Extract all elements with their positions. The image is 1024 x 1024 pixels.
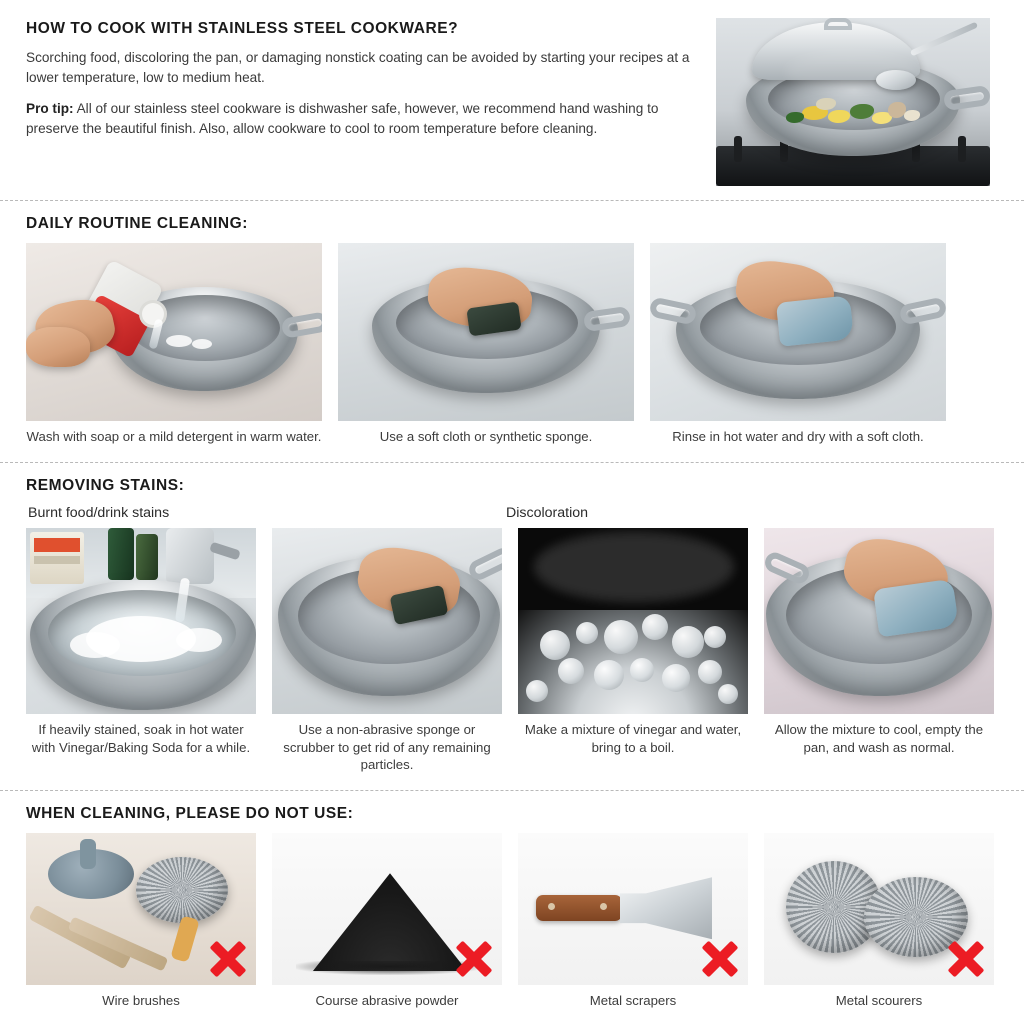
caption-10: Metal scrapers bbox=[589, 993, 677, 1009]
sublabel-discoloration: Discoloration bbox=[506, 504, 589, 521]
section4-item-2 bbox=[272, 833, 502, 1010]
section3-item-1 bbox=[26, 528, 256, 774]
photo-rinse-and-dry bbox=[650, 243, 946, 421]
photo-soft-sponge bbox=[338, 243, 634, 421]
section-daily-cleaning bbox=[0, 201, 1024, 456]
photo-soak-with-vinegar bbox=[26, 528, 256, 714]
section3-sublabels bbox=[26, 505, 1000, 528]
photo-metal-scraper bbox=[518, 833, 748, 985]
section1-paragraph: Scorching food, discoloring the pan, or damaging nonstick coating can be avoided by starting your recipes at a lower temperature, low to medium heat. bbox=[26, 50, 690, 85]
section3-title: REMOVING STAINS: bbox=[26, 476, 185, 494]
x-mark-icon-4 bbox=[946, 939, 986, 979]
section2-photo-row bbox=[26, 243, 1000, 446]
caption-6: Make a mixture of vinegar and water, bring to a boil. bbox=[524, 721, 742, 755]
section4-photo-row bbox=[26, 833, 1000, 1010]
photo-non-abrasive-sponge bbox=[272, 528, 502, 714]
section-how-to-cook bbox=[0, 0, 1024, 186]
section3-item-2 bbox=[272, 528, 502, 774]
section-do-not-use bbox=[0, 791, 1024, 1020]
caption-8: Wire brushes bbox=[102, 993, 180, 1009]
caption-7: Allow the mixture to cool, empty the pan, and wash as normal. bbox=[774, 721, 984, 755]
section4-title: WHEN CLEANING, PLEASE DO NOT USE: bbox=[26, 805, 354, 823]
protip-text: All of our stainless steel cookware is dishwasher safe, however, we recommend hand washing to preserve the beautiful finish. Also, allow cookware to cool to room temperature before cleaning. bbox=[26, 101, 659, 137]
section2-item-3 bbox=[650, 243, 946, 446]
photo-metal-scourers bbox=[764, 833, 994, 985]
caption-3: Rinse in hot water and dry with a soft cloth. bbox=[672, 429, 924, 444]
section2-item-2 bbox=[338, 243, 634, 446]
caption-9: Course abrasive powder bbox=[315, 993, 459, 1009]
photo-cooking-wok bbox=[716, 18, 990, 186]
protip-label: Pro tip: bbox=[26, 101, 74, 117]
section4-item-1 bbox=[26, 833, 256, 1010]
section2-title: DAILY ROUTINE CLEANING: bbox=[26, 215, 248, 232]
section3-photo-row bbox=[26, 528, 1000, 774]
caption-1: Wash with soap or a mild detergent in warm water. bbox=[26, 429, 322, 444]
photo-wash-with-soap bbox=[26, 243, 322, 421]
caption-2: Use a soft cloth or synthetic sponge. bbox=[379, 429, 593, 444]
photo-boiling-vinegar-water bbox=[518, 528, 748, 714]
section-removing-stains bbox=[0, 463, 1024, 784]
photo-wire-brushes bbox=[26, 833, 256, 985]
caption-11: Metal scourers bbox=[835, 993, 923, 1009]
x-mark-icon-3 bbox=[700, 939, 740, 979]
x-mark-icon-2 bbox=[454, 939, 494, 979]
section1-title: HOW TO COOK WITH STAINLESS STEEL COOKWARE? bbox=[26, 20, 459, 37]
section4-item-4 bbox=[764, 833, 994, 1010]
caption-4: If heavily stained, soak in hot water with Vinegar/Baking Soda for a while. bbox=[31, 721, 251, 755]
section1-text-block bbox=[26, 18, 698, 151]
section4-item-3 bbox=[518, 833, 748, 1010]
photo-abrasive-powder bbox=[272, 833, 502, 985]
sublabel-burnt-stains: Burnt food/drink stains bbox=[28, 504, 170, 521]
photo-cool-and-wash bbox=[764, 528, 994, 714]
caption-5: Use a non-abrasive sponge or scrubber to get rid of any remaining particles. bbox=[283, 721, 491, 773]
section2-item-1 bbox=[26, 243, 322, 446]
section1-protip bbox=[26, 99, 698, 138]
section3-item-4 bbox=[764, 528, 994, 774]
x-mark-icon-1 bbox=[208, 939, 248, 979]
section3-item-3 bbox=[518, 528, 748, 774]
